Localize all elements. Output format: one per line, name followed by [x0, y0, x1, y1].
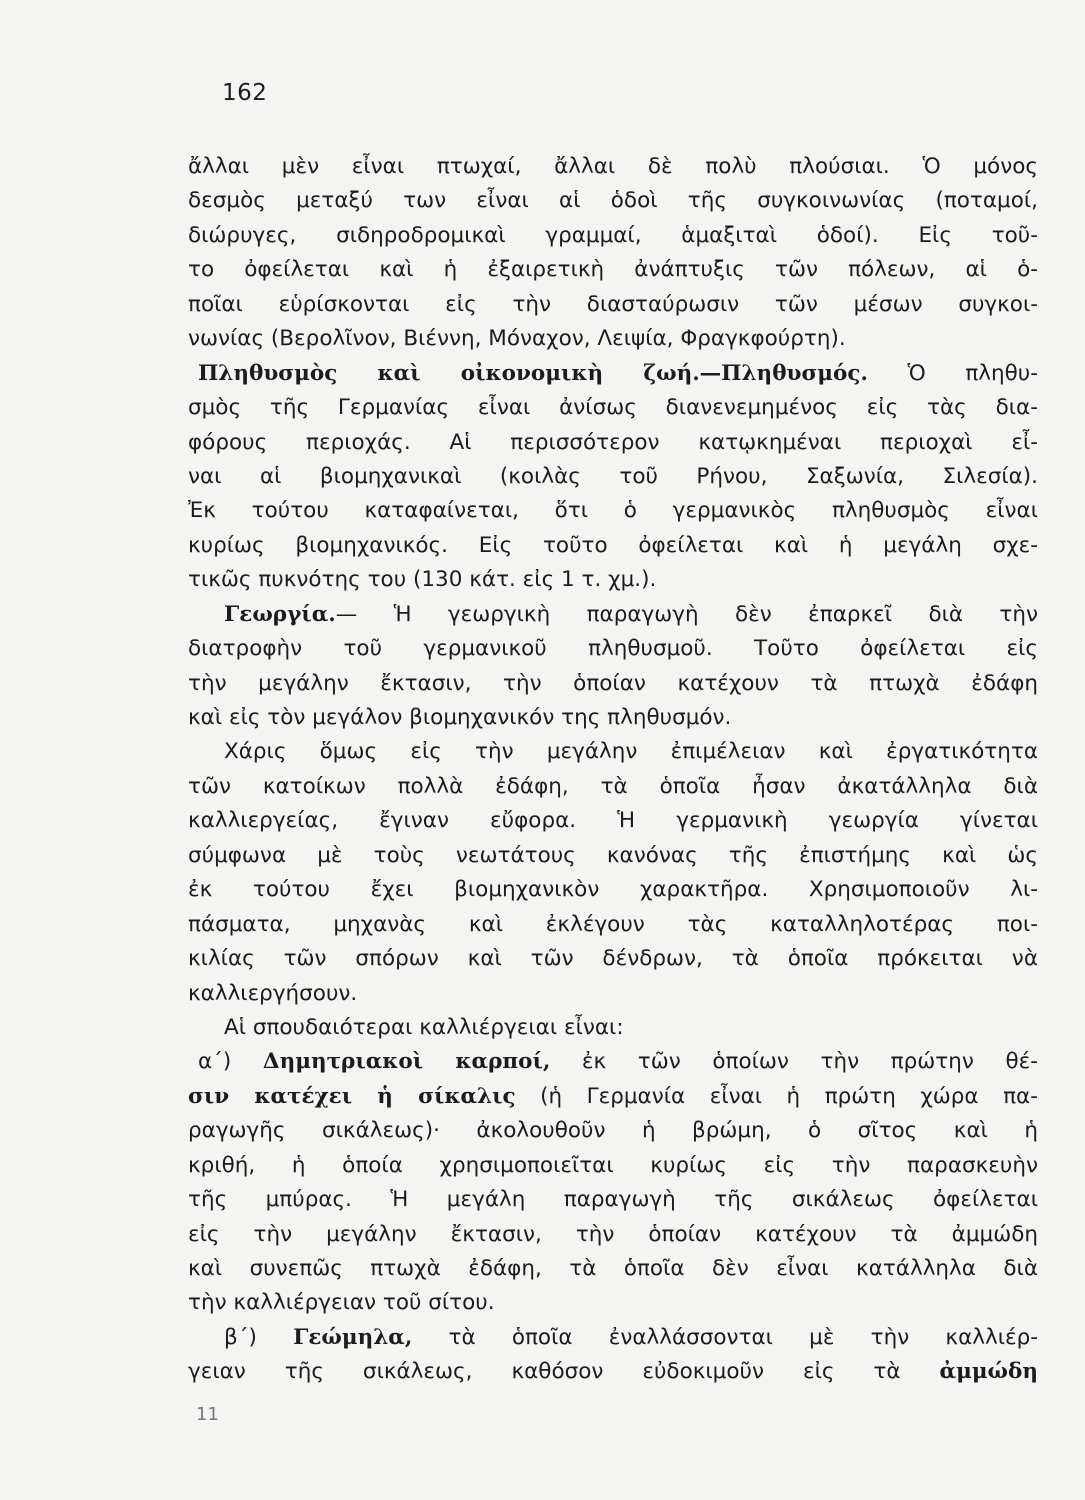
text-segment: τὴν καλλιέργειαν τοῦ σίτου. [188, 1290, 495, 1316]
text-line [188, 529, 1038, 563]
text-line [188, 460, 1038, 494]
text-segment: καλλιεργείας, ἔγιναν εὔφορα. Ἡ γερμανικὴ γεωργία γίνεται [188, 808, 1038, 834]
text-line [188, 873, 1038, 907]
text-line [188, 632, 1038, 666]
text-segment: ραγωγῆς σικάλεως)· ἀκολουθοῦν ἡ βρώμη, ὁ σῖτος καὶ ἡ [188, 1118, 1038, 1144]
text-line [188, 391, 1038, 425]
text-segment: καὶ συνεπῶς πτωχὰ ἐδάφη, τὰ ὁποῖα δὲν εἶναι κατάλληλα διὰ [188, 1256, 1038, 1281]
text-line [188, 322, 1038, 356]
text-line [188, 494, 1038, 528]
text-segment: διώρυγες, σιδηροδρομικαὶ γραμμαί, ἁμαξιταὶ ὁδοί). Εἰς τοῦ- [188, 222, 1038, 248]
text-line [188, 1321, 1038, 1355]
text-line [188, 908, 1038, 942]
text-segment: κυρίως βιομηχανικός. Εἰς τοῦτο ὀφείλεται καὶ ἡ μεγάλη σχε- [188, 532, 1038, 558]
text-segment: εἰς τὴν μεγάλην ἔκτασιν, τὴν ὁποίαν κατέχουν τὰ ἀμμώδη [188, 1221, 1038, 1247]
text-line [188, 839, 1038, 873]
text-line [188, 1045, 1038, 1079]
text-segment: τικῶς πυκνότης του (130 κάτ. εἰς 1 τ. χμ.). [188, 567, 657, 593]
text-line [188, 1355, 1038, 1389]
bold-heading-text: Πληθυσμὸς καὶ οἰκονομικὴ ζωή.—Πληθυσμός. [198, 360, 868, 386]
text-segment: καλλιεργήσουν. [188, 980, 358, 1006]
text-line [188, 1011, 1038, 1045]
page-number: 162 [222, 80, 268, 106]
bold-heading-text: Γεώμηλα, [293, 1324, 413, 1350]
text-segment: φόρους περιοχάς. Αἱ περισσότερον κατῳκημέναι περιοχαὶ εἶ- [188, 429, 1038, 455]
text-segment: — Ἡ γεωργικὴ παραγωγὴ δὲν ἐπαρκεῖ διὰ τὴν [335, 601, 1038, 627]
text-line [188, 184, 1038, 218]
text-line [188, 804, 1038, 838]
bold-heading-text: ἀμμώδη [939, 1359, 1038, 1385]
text-line [188, 942, 1038, 976]
text-segment: κριθή, ἡ ὁποία χρησιμοποιεῖται κυρίως εἰς τὴν παρασκευὴν [188, 1152, 1038, 1178]
text-line [188, 219, 1038, 253]
text-line [188, 735, 1038, 769]
text-segment: ἄλλαι μὲν εἶναι πτωχαί, ἄλλαι δὲ πολὺ πλούσιαι. Ὁ μόνος [188, 154, 1038, 179]
text-line [188, 1080, 1038, 1114]
text-segment: Ὁ πληθυ- [867, 360, 1038, 386]
text-segment: ναι αἱ βιομηχανικαὶ (κοιλὰς τοῦ Ρήνου, Σαξωνία, Σιλεσία). [188, 463, 1038, 489]
bold-heading-text: σιν κατέχει ἡ σίκαλις [188, 1083, 516, 1109]
text-line [188, 1183, 1038, 1217]
text-line [188, 426, 1038, 460]
text-segment: τὰ ὁποῖα ἐναλλάσσονται μὲ τὴν καλλιέρ- [412, 1324, 1038, 1350]
text-line [188, 1149, 1038, 1183]
text-line [188, 288, 1038, 322]
text-segment: νωνίας (Βερολῖνον, Βιέννη, Μόναχον, Λειψία, Φραγκφούρτη). [188, 326, 846, 352]
text-line [188, 563, 1038, 597]
text-segment: σμὸς τῆς Γερμανίας εἶναι ἀνίσως διανενεμημένος εἰς τὰς δια- [188, 395, 1038, 421]
text-segment: τῆς μπύρας. Ἡ μεγάλη παραγωγὴ τῆς σικάλεως ὀφείλεται [188, 1187, 1038, 1213]
text-segment: σύμφωνα μὲ τοὺς νεωτάτους κανόνας τῆς ἐπιστήμης καὶ ὡς [188, 842, 1038, 868]
text-line [188, 977, 1038, 1011]
text-line [188, 667, 1038, 701]
signature-mark: 11 [196, 1404, 219, 1425]
text-segment: τὴν μεγάλην ἔκτασιν, τὴν ὁποίαν κατέχουν τὰ πτωχὰ ἐδάφη [188, 670, 1038, 696]
text-segment: καὶ εἰς τὸν μεγάλον βιομηχανικόν της πληθυσμόν. [188, 705, 732, 730]
text-segment: γειαν τῆς σικάλεως, καθόσον εὐδοκιμοῦν εἰς τὰ [188, 1359, 940, 1385]
bold-heading-text: Δημητριακοὶ καρποί, [262, 1049, 551, 1075]
text-segment: Χάρις ὅμως εἰς τὴν μεγάλην ἐπιμέλειαν καὶ ἐργατικότητα [224, 739, 1038, 765]
text-segment: το ὀφείλεται καὶ ἡ ἐξαιρετικὴ ἀνάπτυξις τῶν πόλεων, αἱ ὁ- [188, 257, 1038, 283]
text-segment: κιλίας τῶν σπόρων καὶ τῶν δένδρων, τὰ ὁποῖα πρόκειται νὰ [188, 946, 1038, 972]
text-segment: ἐκ τούτου ἔχει βιομηχανικὸν χαρακτῆρα. Χρησιμοποιοῦν λι- [188, 877, 1038, 903]
text-line [188, 357, 1038, 391]
text-line [188, 1252, 1038, 1286]
text-segment: Αἱ σπουδαιότεραι καλλιέργειαι εἶναι: [224, 1014, 624, 1040]
text-segment: (ἡ Γερμανία εἶναι ἡ πρώτη χώρα πα- [515, 1083, 1038, 1109]
body-text [188, 150, 1038, 1390]
text-segment: τῶν κατοίκων πολλὰ ἐδάφη, τὰ ὁποῖα ἦσαν ἀκατάλληλα διὰ [188, 773, 1038, 799]
text-line [188, 770, 1038, 804]
text-segment: πάσματα, μηχανὰς καὶ ἐκλέγουν τὰς καταλληλοτέρας ποι- [188, 911, 1038, 937]
text-segment: ποῖαι εὑρίσκονται εἰς τὴν διασταύρωσιν τῶν μέσων συγκοι- [188, 291, 1038, 317]
text-line [188, 1218, 1038, 1252]
text-line [188, 150, 1038, 184]
text-segment: δεσμὸς μεταξύ των εἶναι αἱ ὁδοὶ τῆς συγκοινωνίας (ποταμοί, [188, 188, 1038, 214]
text-segment: Ἐκ τούτου καταφαίνεται, ὅτι ὁ γερμανικὸς πληθυσμὸς εἶναι [188, 498, 1038, 524]
text-segment: α΄) [198, 1049, 263, 1075]
text-segment: διατροφὴν τοῦ γερμανικοῦ πληθυσμοῦ. Τοῦτο ὀφείλεται εἰς [188, 636, 1038, 662]
text-line [188, 701, 1038, 735]
text-line [188, 598, 1038, 632]
bold-heading-text: Γεωργία. [224, 601, 336, 627]
text-segment: β΄) [224, 1324, 294, 1350]
text-line [188, 1114, 1038, 1148]
text-line [188, 1286, 1038, 1320]
text-segment: ἐκ τῶν ὁποίων τὴν πρώτην θέ- [550, 1049, 1038, 1075]
text-line [188, 253, 1038, 287]
